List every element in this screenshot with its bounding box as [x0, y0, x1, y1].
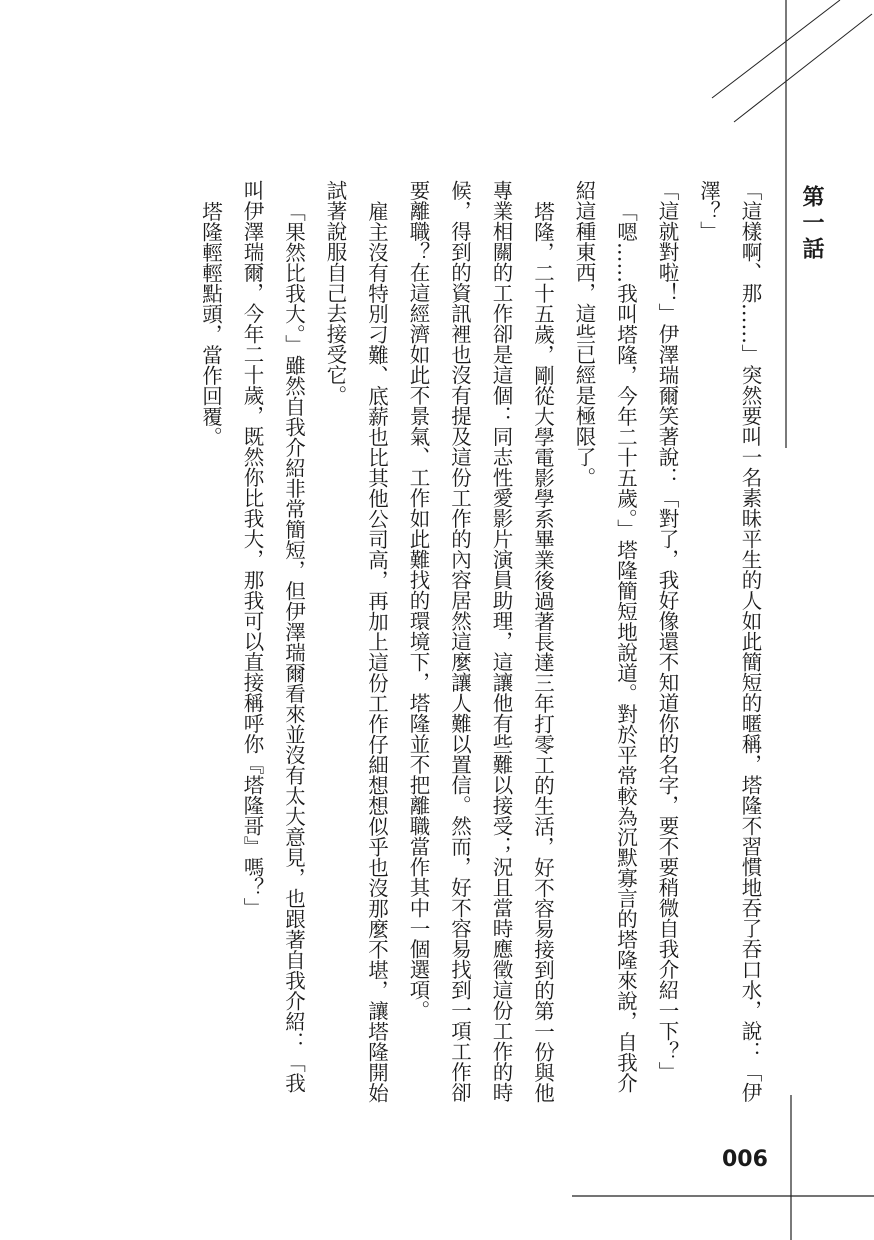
paragraph: 「果然比我大。」雖然自我介紹非常簡短，但伊澤瑞爾看來並沒有太大意見，也跟著自我介紹：「我叫伊澤瑞爾，今年二十歲，既然你比我大，那我可以直接稱呼你『塔隆哥』嗎？」 — [240, 180, 306, 1093]
top-diagonal-line-1 — [712, 0, 840, 98]
paragraph: 「這就對啦！」伊澤瑞爾笑著說：「對了，我好像還不知道你的名字，要不要稍微自我介紹一下？」 — [655, 180, 679, 1082]
paragraph: 「這樣啊、那……」突然要叫一名素昧平生的人如此簡短的暱稱，塔隆不習慣地吞了吞口水，說：「伊澤？」 — [696, 180, 762, 1103]
paragraph: 「嗯……我叫塔隆，今年二十五歲。」塔隆簡短地說道。對於平常較為沉默寡言的塔隆來說，自我介紹這種東西，這些已經是極限了。 — [572, 180, 638, 1093]
paragraph: 塔隆輕輕點頭，當作回覆。 — [198, 200, 223, 447]
top-diagonal-line-2 — [734, 14, 872, 122]
chapter-title: 第一話 — [799, 185, 824, 263]
body-text — [100, 180, 770, 1110]
page-number: 006 — [722, 1147, 768, 1172]
paragraph: 雇主沒有特別刁難、底薪也比其他公司高，再加上這份工作仔細想想似乎也沒那麼不堪，讓塔隆開始試著說服自己去接受它。 — [323, 180, 389, 1103]
paragraph: 塔隆，二十五歲，剛從大學電影學系畢業後過著長達三年打零工的生活，好不容易接到的第一份與他專業相關的工作卻是這個：同志性愛影片演員助理，這讓他有些難以接受；況且當時應徵這份工作的時候，得到的資訊裡也沒有提及這份工作的內容居然這麼讓人難以置信。然而，好不容易找到一項工作卻要離職？在這經濟如此不景氣、工作如此難找的環境下，塔隆並不把離職當作其中一個選項。 — [406, 180, 555, 1103]
